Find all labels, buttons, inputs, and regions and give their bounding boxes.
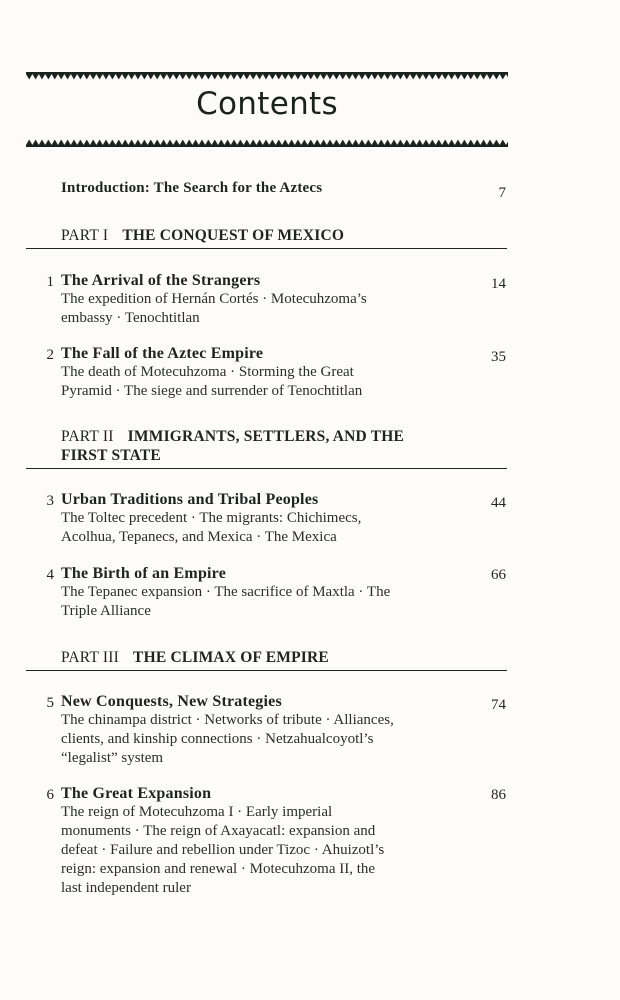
chapter-number: 6 <box>46 787 54 803</box>
chapter-number: 4 <box>46 567 54 583</box>
summary-line: defeat · Failure and rebellion under Tizoc · Ahuizotl’s <box>61 842 385 858</box>
part-title: THE CONQUEST OF MEXICO <box>122 227 345 244</box>
page-number: 7 <box>498 185 506 201</box>
summary-line: “legalist” system <box>61 750 164 766</box>
summary-line: The chinampa district · Networks of tribute · Alliances, <box>61 712 394 728</box>
chapter-summary <box>61 711 491 768</box>
summary-line: Pyramid · The siege and surrender of Tenochtitlan <box>61 383 363 399</box>
summary-line: Triple Alliance <box>61 603 151 619</box>
section-divider <box>26 248 507 249</box>
part-title: IMMIGRANTS, SETTLERS, AND THE <box>127 428 405 445</box>
page-number: 14 <box>491 276 506 292</box>
summary-line: clients, and kinship connections · Netzahualcoyotl’s <box>61 731 374 747</box>
page-number: 66 <box>491 567 506 583</box>
page-number: 86 <box>491 787 506 803</box>
chapter-summary <box>61 290 461 328</box>
chapter-number: 5 <box>46 695 54 711</box>
summary-line: The expedition of Hernán Cortés · Motecuhzoma’s <box>61 291 367 307</box>
chapter-number: 1 <box>46 274 54 290</box>
page-number: 35 <box>491 349 506 365</box>
part-title: THE CLIMAX OF EMPIRE <box>133 649 329 666</box>
chapter-title: Urban Traditions and Tribal Peoples <box>61 491 319 508</box>
summary-line: Acolhua, Tepanecs, and Mexica · The Mexica <box>61 529 337 545</box>
chapter-title: The Fall of the Aztec Empire <box>61 345 264 362</box>
chapter-summary <box>61 803 491 898</box>
summary-line: The reign of Motecuhzoma I · Early imperial <box>61 804 333 820</box>
summary-line: The death of Motecuhzoma · Storming the Great <box>61 364 354 380</box>
part-heading-1 <box>61 226 491 245</box>
summary-line: embassy · Tenochtitlan <box>61 310 200 326</box>
chapter-number: 2 <box>46 347 54 363</box>
page-title: Contents <box>196 86 338 122</box>
chapter-summary <box>61 363 461 401</box>
part-heading-2 <box>61 427 491 465</box>
part-heading-3 <box>61 648 491 667</box>
summary-line: monuments · The reign of Axayacatl: expansion and <box>61 823 376 839</box>
part-label: PART III <box>61 649 119 666</box>
chapter-summary <box>61 583 461 621</box>
zigzag-border-bottom-icon <box>26 139 508 147</box>
chapter-title: The Arrival of the Strangers <box>61 272 261 289</box>
summary-line: The Tepanec expansion · The sacrifice of Maxtla · The <box>61 584 391 600</box>
chapter-title: The Birth of an Empire <box>61 565 227 582</box>
section-divider <box>26 468 507 469</box>
page-number: 44 <box>491 495 506 511</box>
chapter-title: New Conquests, New Strategies <box>61 693 282 710</box>
summary-line: The Toltec precedent · The migrants: Chichimecs, <box>61 510 362 526</box>
part-label: PART I <box>61 227 109 244</box>
chapter-title: The Great Expansion <box>61 785 212 802</box>
page-number: 74 <box>491 697 506 713</box>
chapter-number: 3 <box>46 493 54 509</box>
chapter-summary <box>61 509 461 547</box>
section-divider <box>26 670 507 671</box>
part-title-continued: FIRST STATE <box>61 447 161 464</box>
zigzag-border-top-icon <box>26 72 508 80</box>
part-label: PART II <box>61 428 114 445</box>
entry-title: Introduction: The Search for the Aztecs <box>61 180 323 196</box>
summary-line: last independent ruler <box>61 880 191 896</box>
summary-line: reign: expansion and renewal · Motecuhzoma II, the <box>61 861 376 877</box>
